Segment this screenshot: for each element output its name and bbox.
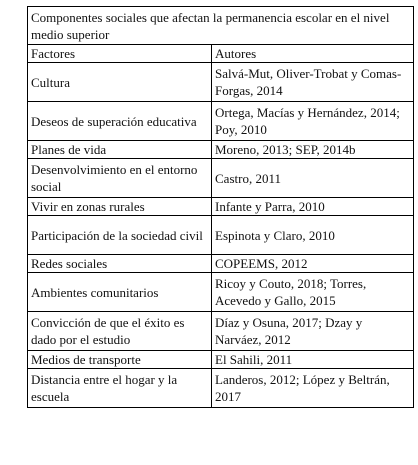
table-row xyxy=(28,351,414,369)
authors-cell: Ortega, Macías y Hernández, 2014; Poy, 2010 xyxy=(212,102,414,141)
authors-cell: El Sahili, 2011 xyxy=(212,351,414,369)
authors-cell: Moreno, 2013; SEP, 2014b xyxy=(212,141,414,159)
authors-cell: Castro, 2011 xyxy=(212,159,414,198)
table-row xyxy=(28,255,414,273)
factor-cell: Deseos de superación educativa xyxy=(28,102,212,141)
table-row xyxy=(28,63,414,102)
table-row xyxy=(28,159,414,198)
table-row xyxy=(28,198,414,216)
table-row xyxy=(28,216,414,255)
table-header-row xyxy=(28,45,414,63)
factor-cell: Medios de transporte xyxy=(28,351,212,369)
table-row xyxy=(28,141,414,159)
factor-cell: Participación de la sociedad civil xyxy=(28,216,212,255)
factor-cell: Ambientes comunitarios xyxy=(28,273,212,312)
table-row xyxy=(28,273,414,312)
authors-cell: Espinota y Claro, 2010 xyxy=(212,216,414,255)
social-components-table xyxy=(27,6,414,408)
table-row xyxy=(28,312,414,351)
table-row xyxy=(28,369,414,408)
authors-cell: Ricoy y Couto, 2018; Torres, Acevedo y Gallo, 2015 xyxy=(212,273,414,312)
authors-cell: Infante y Parra, 2010 xyxy=(212,198,414,216)
factor-cell: Convicción de que el éxito es dado por el estudio xyxy=(28,312,212,351)
authors-cell: Salvá-Mut, Oliver-Trobat y Comas-Forgas, 2014 xyxy=(212,63,414,102)
factor-cell: Cultura xyxy=(28,63,212,102)
factor-cell: Planes de vida xyxy=(28,141,212,159)
column-header-autores: Autores xyxy=(212,45,414,63)
factor-cell: Vivir en zonas rurales xyxy=(28,198,212,216)
table-title-row xyxy=(28,7,414,45)
authors-cell: COPEEMS, 2012 xyxy=(212,255,414,273)
table-title: Componentes sociales que afectan la permanencia escolar en el nivel medio superior xyxy=(28,7,414,45)
table-row xyxy=(28,102,414,141)
column-header-factores: Factores xyxy=(28,45,212,63)
factor-cell: Redes sociales xyxy=(28,255,212,273)
factor-cell: Desenvolvimiento en el entorno social xyxy=(28,159,212,198)
factor-cell: Distancia entre el hogar y la escuela xyxy=(28,369,212,408)
authors-cell: Landeros, 2012; López y Beltrán, 2017 xyxy=(212,369,414,408)
authors-cell: Díaz y Osuna, 2017; Dzay y Narváez, 2012 xyxy=(212,312,414,351)
